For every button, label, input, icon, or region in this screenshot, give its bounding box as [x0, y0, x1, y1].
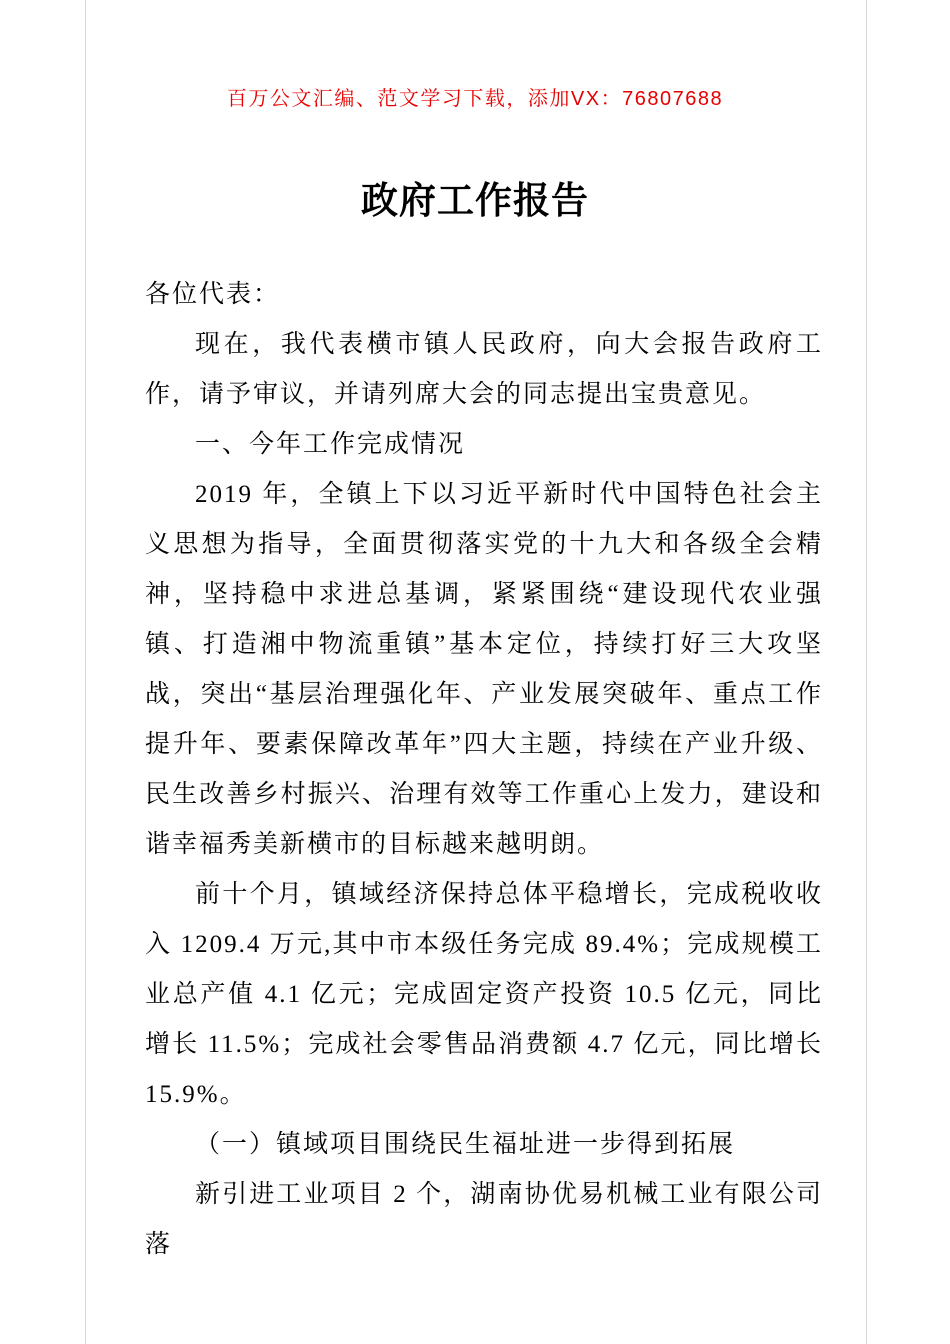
paragraph-economy-figures: 前十个月，镇域经济保持总体平稳增长，完成税收收入 1209.4 万元,其中市本级任务完成 89.4%；完成规模工业总产值 4.1 亿元；完成固定资产投资 10.5 亿元，同比增长 11.5%；完成社会零售品消费额 4.7 亿元，同比增长 15.9%。	[145, 881, 823, 1108]
document-title: 政府工作报告	[361, 181, 589, 222]
subsection-heading-1: （一）镇域项目围绕民生福址进一步得到拓展	[195, 1131, 736, 1158]
paragraph-2019-overview: 2019 年，全镇上下以习近平新时代中国特色社会主义思想为指导，全面贯彻落实党的十九大和各级全会精神，坚持稳中求进总基调，紧紧围绕“建设现代农业强镇、打造湘中物流重镇”基本定位，持续打好三大攻坚战，突出“基层治理强化年、产业发展突破年、重点工作提升年、要素保障改革年”四大主题，持续在产业升级、民生改善乡村振兴、治理有效等工作重心上发力，建设和谐幸福秀美新横市的目标越来越明朗。	[145, 481, 823, 858]
header-notice: 百万公文汇编、范文学习下载，添加VX：76807688	[226, 88, 724, 110]
salutation: 各位代表：	[145, 281, 281, 308]
document-body	[145, 270, 823, 1270]
intro-paragraph: 现在，我代表横市镇人民政府，向大会报告政府工作，请予审议，并请列席大会的同志提出宝贵意见。	[145, 331, 823, 408]
paragraph-projects: 新引进工业项目 2 个，湖南协优易机械工业有限公司落	[145, 1181, 823, 1258]
section-heading-1: 一、今年工作完成情况	[195, 431, 466, 458]
